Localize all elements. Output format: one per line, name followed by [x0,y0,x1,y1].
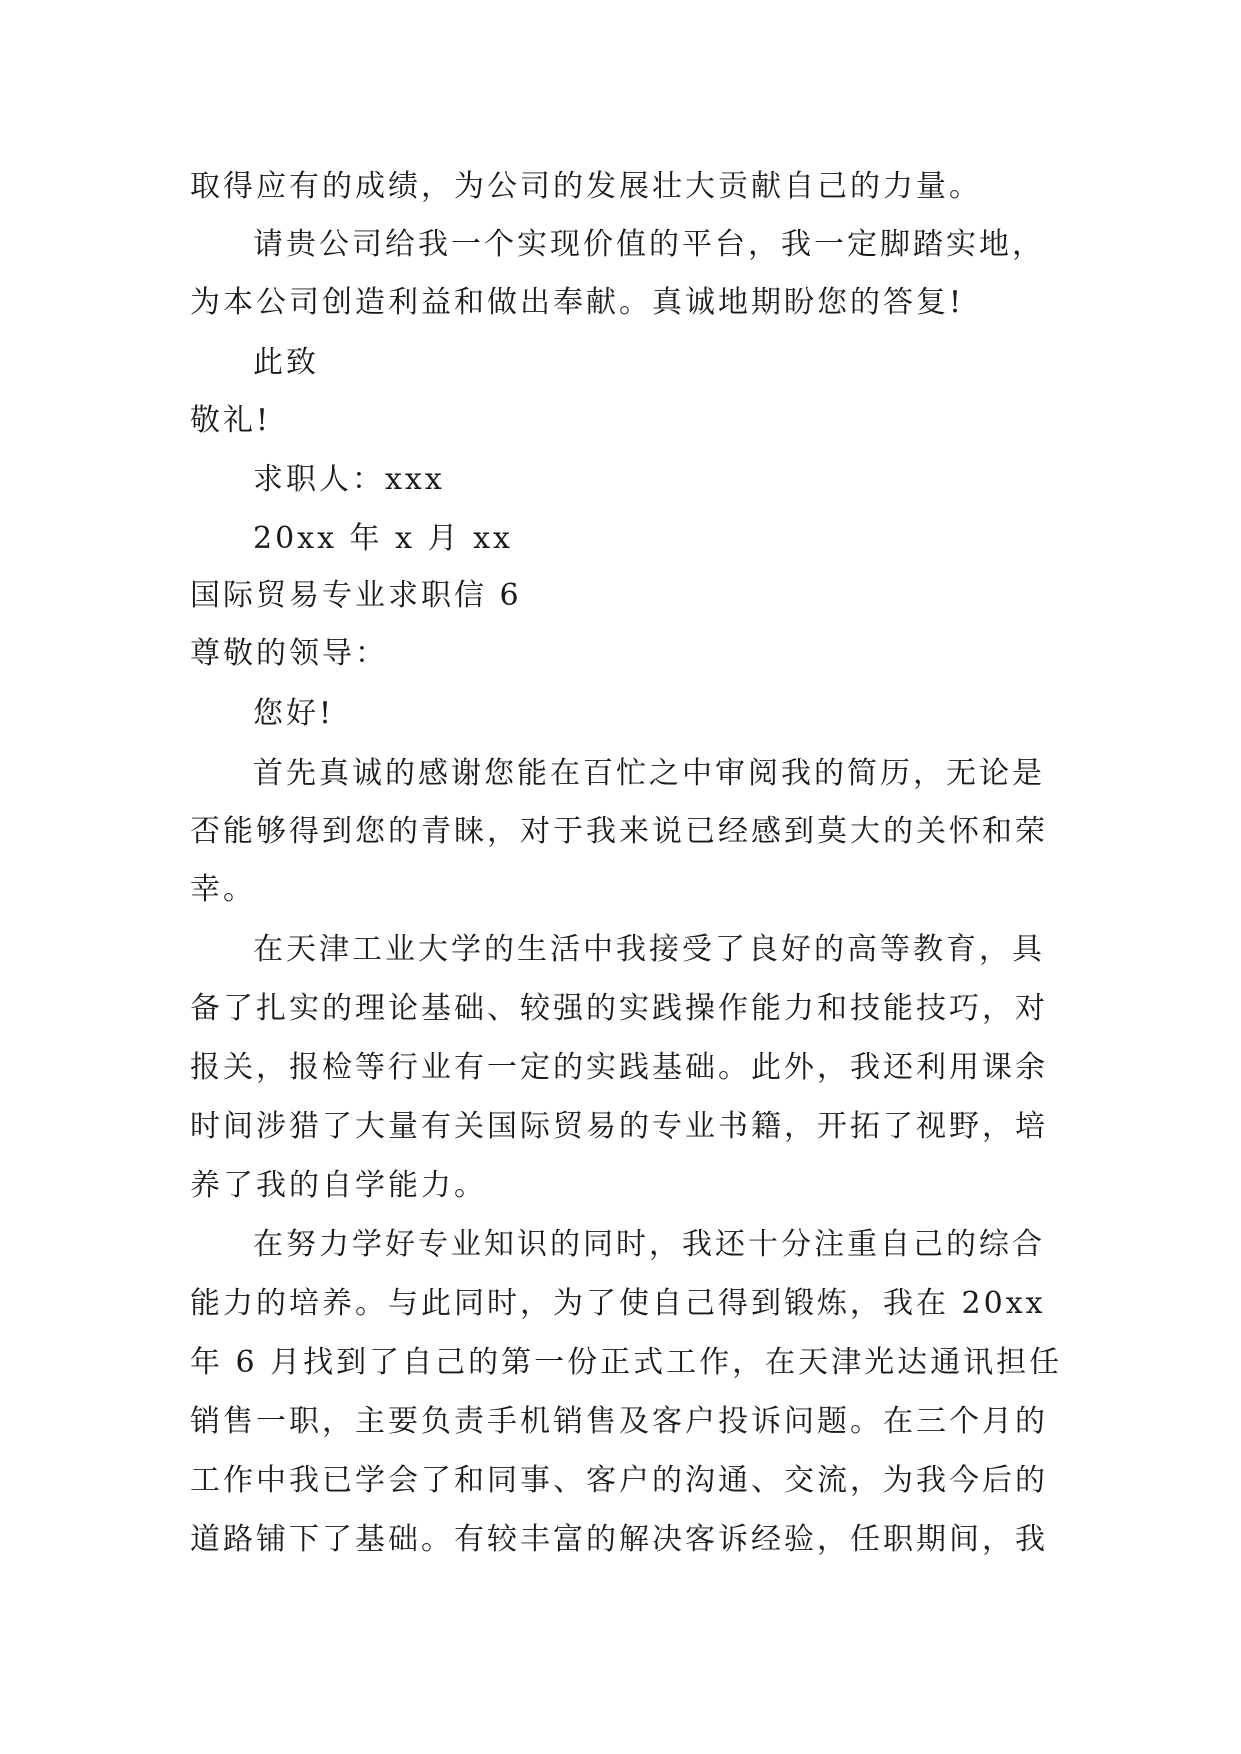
text-line: 年 6 月找到了自己的第一份正式工作，在天津光达通讯担任 [190,1345,1063,1380]
text-line: 否能够得到您的青睐，对于我来说已经感到莫大的关怀和荣 [190,814,1048,849]
text-line: 首先真诚的感谢您能在百忙之中审阅我的简历，无论是 [253,756,1045,791]
section-title: 国际贸易专业求职信 6 [190,578,522,613]
text-line: 工作中我已学会了和同事、客户的沟通、交流，为我今后的 [190,1463,1048,1498]
text-line: 在努力学好专业知识的同时，我还十分注重自己的综合 [253,1227,1045,1262]
text-line: 养了我的自学能力。 [190,1168,487,1203]
text-line: 能力的培养。与此同时，为了使自己得到锻炼，我在 20xx [190,1286,1046,1321]
text-line: 幸。 [190,872,256,907]
text-line: 时间涉猎了大量有关国际贸易的专业书籍，开拓了视野，培 [190,1109,1048,1144]
signature-applicant: 求职人：xxx [253,462,445,497]
signature-date: 20xx 年 x 月 xx [253,521,513,556]
text-line: 取得应有的成绩，为公司的发展壮大贡献自己的力量。 [190,169,982,204]
salutation-regards: 敬礼! [190,403,272,438]
salutation-closing: 此致 [253,345,319,380]
text-line: 报关，报检等行业有一定的实践基础。此外，我还利用课余 [190,1050,1048,1085]
text-line: 请贵公司给我一个实现价值的平台，我一定脚踏实地， [253,227,1045,262]
text-line: 道路铺下了基础。有较丰富的解决客诉经验，任职期间，我 [190,1522,1048,1557]
greeting-hello: 您好! [253,696,335,731]
text-line: 在天津工业大学的生活中我接受了良好的高等教育，具 [253,932,1045,967]
text-line: 为本公司创造利益和做出奉献。真诚地期盼您的答复! [190,285,965,320]
text-line: 销售一职，主要负责手机销售及客户投诉问题。在三个月的 [190,1404,1048,1439]
text-line: 备了扎实的理论基础、较强的实践操作能力和技能技巧，对 [190,991,1048,1026]
greeting-recipient: 尊敬的领导： [190,636,388,671]
